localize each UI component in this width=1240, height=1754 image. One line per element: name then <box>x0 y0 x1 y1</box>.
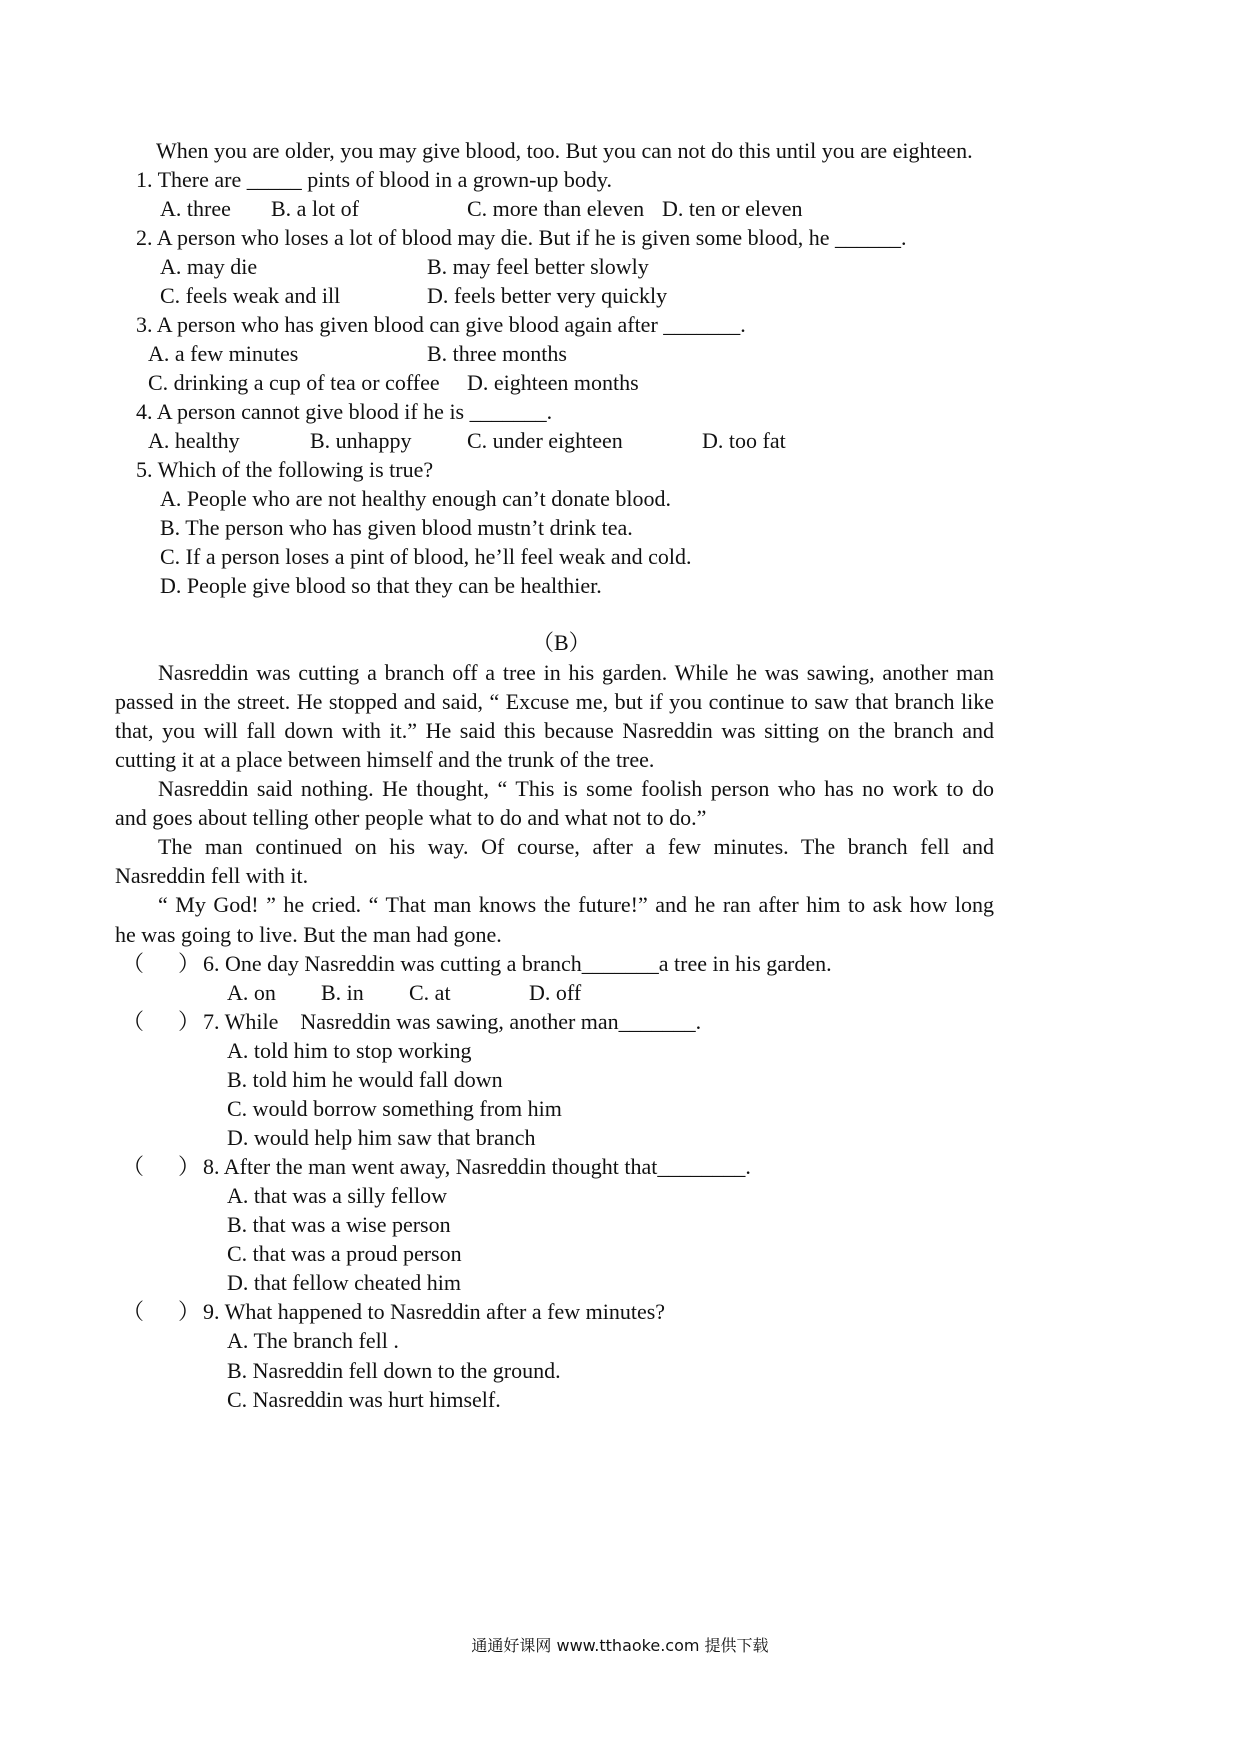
page-footer: 通通好课网 www.tthaoke.com 提供下载 <box>471 1636 769 1655</box>
question-9-option-b: B. Nasreddin fell down to the ground. <box>227 1358 561 1383</box>
question-4-option-a: A. healthy <box>148 428 240 453</box>
passage-line: Nasreddin fell with it. <box>115 863 309 888</box>
question-2-option-d: D. feels better very quickly <box>427 283 668 308</box>
question-5-option-d: D. People give blood so that they can be healthier. <box>160 573 602 598</box>
question-7-stem: 7. While Nasreddin was sawing, another man_______. <box>203 1009 702 1034</box>
question-9-option-c: C. Nasreddin was hurt himself. <box>227 1387 501 1412</box>
question-4-option-d: D. too fat <box>702 428 786 453</box>
passage-line: he was going to live. But the man had gone. <box>115 922 502 947</box>
question-7-option-a: A. told him to stop working <box>227 1038 472 1063</box>
question-6-option-d: D. off <box>529 980 582 1005</box>
question-1-option-d: D. ten or eleven <box>662 196 803 221</box>
question-3-option-b: B. three months <box>427 341 567 366</box>
question-4-stem: 4. A person cannot give blood if he is _______. <box>136 399 553 424</box>
question-7-option-d: D. would help him saw that branch <box>227 1125 536 1150</box>
answer-paren-open: （ <box>122 1009 145 1034</box>
question-6-option-a: A. on <box>227 980 276 1005</box>
question-6-stem: 6. One day Nasreddin was cutting a branch_______a tree in his garden. <box>203 951 832 976</box>
passage-line: The man continued on his way. Of course, after a few minutes. The branch fell and <box>158 834 994 859</box>
question-3-stem: 3. A person who has given blood can give blood again after _______. <box>136 312 746 337</box>
question-1-stem: 1. There are _____ pints of blood in a grown-up body. <box>136 167 612 192</box>
question-3-option-c: C. drinking a cup of tea or coffee <box>148 370 440 395</box>
passage-line: and goes about telling other people what to do and what not to do.” <box>115 805 707 830</box>
question-4-option-c: C. under eighteen <box>467 428 623 453</box>
question-9-stem: 9. What happened to Nasreddin after a few minutes? <box>203 1299 666 1324</box>
section-b-heading: （B） <box>532 630 591 655</box>
question-5-option-a: A. People who are not healthy enough can’t donate blood. <box>160 486 671 511</box>
question-8-option-a: A. that was a silly fellow <box>227 1183 447 1208</box>
answer-paren-close: ） <box>178 1009 201 1034</box>
passage-line: passed in the street. He stopped and said, “ Excuse me, but if you continue to saw that branch like <box>115 689 994 714</box>
question-1-option-a: A. three <box>160 196 231 221</box>
answer-paren-open: （ <box>122 1154 145 1179</box>
question-2-stem: 2. A person who loses a lot of blood may die. But if he is given some blood, he ______. <box>136 225 907 250</box>
passage-line: Nasreddin said nothing. He thought, “ This is some foolish person who has no work to do <box>158 776 994 801</box>
question-6-option-c: C. at <box>409 980 451 1005</box>
passage-line: “ My God! ” he cried. “ That man knows the future!” and he ran after him to ask how long <box>158 892 994 917</box>
answer-paren-close: ） <box>178 1299 201 1324</box>
question-2-option-a: A. may die <box>160 254 258 279</box>
question-1-option-c: C. more than eleven <box>467 196 645 221</box>
passage-line: cutting it at a place between himself and the trunk of the tree. <box>115 747 655 772</box>
answer-paren-open: （ <box>122 951 145 976</box>
answer-paren-close: ） <box>178 951 201 976</box>
question-4-option-b: B. unhappy <box>310 428 412 453</box>
question-8-option-b: B. that was a wise person <box>227 1212 451 1237</box>
question-9-option-a: A. The branch fell . <box>227 1328 399 1353</box>
question-1-option-b: B. a lot of <box>271 196 359 221</box>
passage-closing-line: When you are older, you may give blood, too. But you can not do this until you are eighteen. <box>156 138 973 163</box>
question-5-option-c: C. If a person loses a pint of blood, he’ll feel weak and cold. <box>160 544 692 569</box>
answer-paren-open: （ <box>122 1299 145 1324</box>
question-8-option-c: C. that was a proud person <box>227 1241 462 1266</box>
question-6-option-b: B. in <box>321 980 364 1005</box>
question-2-option-b: B. may feel better slowly <box>427 254 649 279</box>
answer-paren-close: ） <box>178 1154 201 1179</box>
passage-line: Nasreddin was cutting a branch off a tree in his garden. While he was sawing, another man <box>158 660 994 685</box>
question-3-option-a: A. a few minutes <box>148 341 299 366</box>
question-2-option-c: C. feels weak and ill <box>160 283 341 308</box>
question-5-option-b: B. The person who has given blood mustn’t drink tea. <box>160 515 633 540</box>
question-3-option-d: D. eighteen months <box>467 370 639 395</box>
question-8-stem: 8. After the man went away, Nasreddin thought that________. <box>203 1154 751 1179</box>
question-5-stem: 5. Which of the following is true? <box>136 457 434 482</box>
question-8-option-d: D. that fellow cheated him <box>227 1270 461 1295</box>
question-7-option-b: B. told him he would fall down <box>227 1067 503 1092</box>
question-7-option-c: C. would borrow something from him <box>227 1096 562 1121</box>
passage-line: that, you will fall down with it.” He said this because Nasreddin was sitting on the branch and <box>115 718 994 743</box>
